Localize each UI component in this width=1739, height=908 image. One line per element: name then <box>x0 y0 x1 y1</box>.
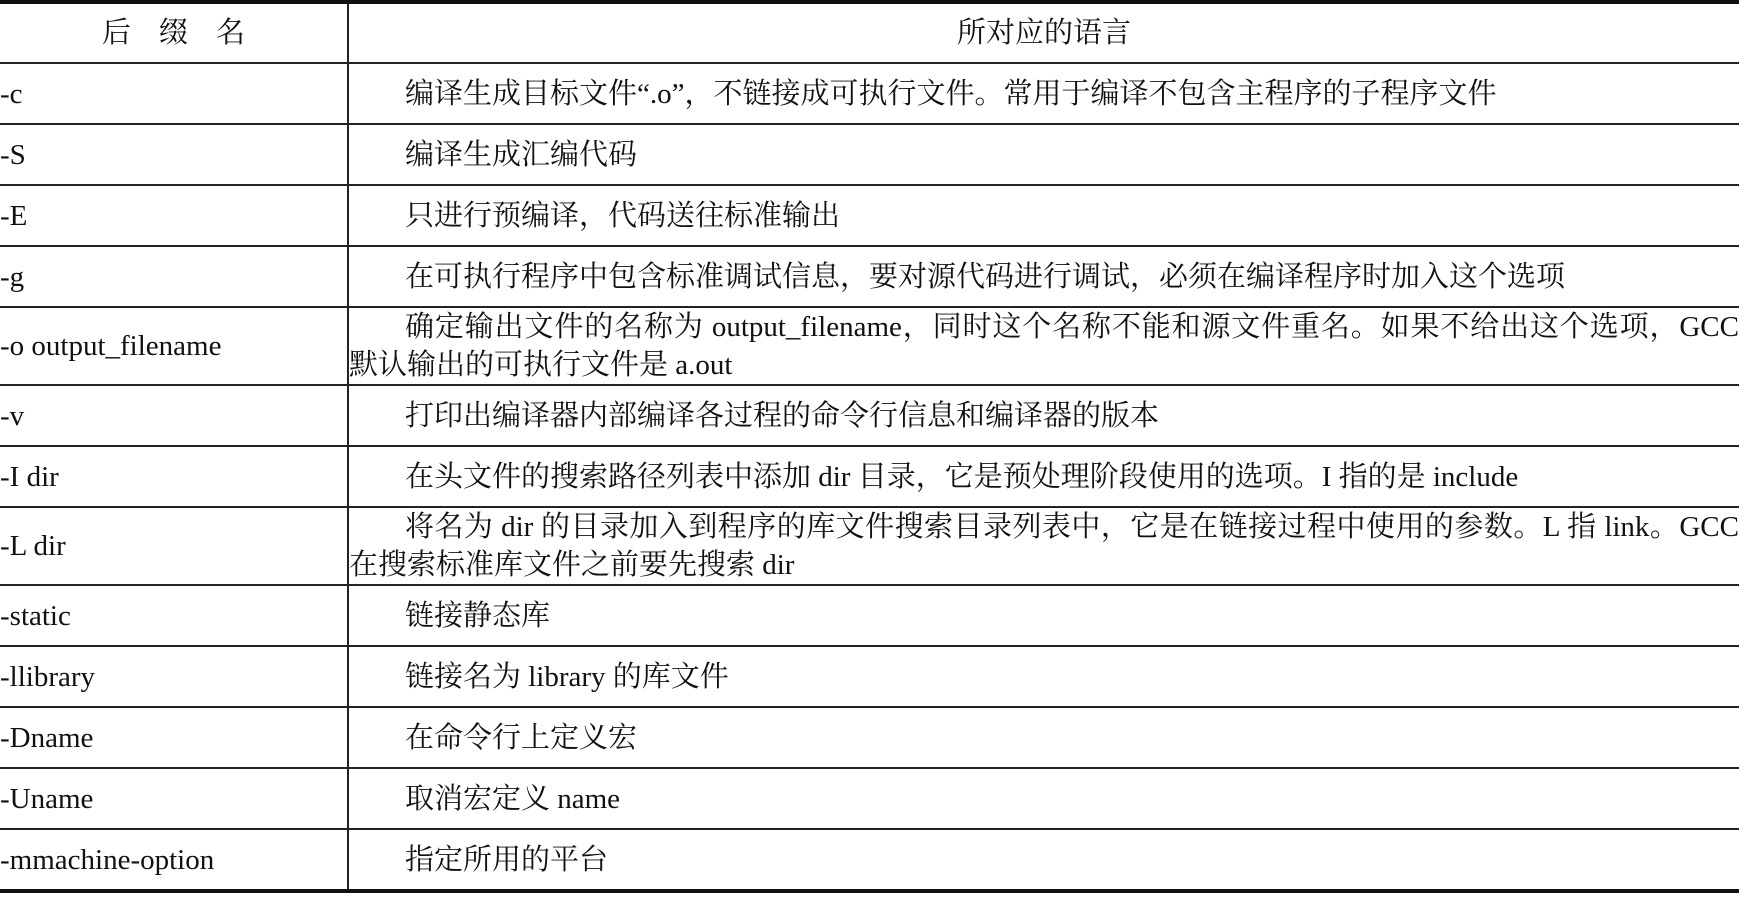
table-row <box>0 185 1739 246</box>
table-row <box>0 829 1739 891</box>
option-cell: -c <box>0 63 348 124</box>
table-row <box>0 124 1739 185</box>
table-row <box>0 246 1739 307</box>
option-cell: -I dir <box>0 446 348 507</box>
description-cell: 在命令行上定义宏 <box>348 707 1739 768</box>
description-cell: 确定输出文件的名称为 output_filename，同时这个名称不能和源文件重名。如果不给出这个选项，GCC 默认输出的可执行文件是 a.out <box>348 307 1739 385</box>
description-cell: 取消宏定义 name <box>348 768 1739 829</box>
description-cell: 在头文件的搜索路径列表中添加 dir 目录，它是预处理阶段使用的选项。I 指的是 include <box>348 446 1739 507</box>
option-cell: -E <box>0 185 348 246</box>
table-row <box>0 646 1739 707</box>
table-row <box>0 63 1739 124</box>
option-cell: -Uname <box>0 768 348 829</box>
table-row <box>0 385 1739 446</box>
table-header-row <box>0 2 1739 63</box>
table-body <box>0 63 1739 891</box>
description-cell: 链接名为 library 的库文件 <box>348 646 1739 707</box>
option-cell: -llibrary <box>0 646 348 707</box>
table-row <box>0 707 1739 768</box>
table-row <box>0 768 1739 829</box>
description-cell: 编译生成汇编代码 <box>348 124 1739 185</box>
option-cell: -Dname <box>0 707 348 768</box>
table-row <box>0 446 1739 507</box>
option-cell: -static <box>0 585 348 646</box>
option-cell: -S <box>0 124 348 185</box>
option-cell: -L dir <box>0 507 348 585</box>
option-cell: -o output_filename <box>0 307 348 385</box>
description-cell: 指定所用的平台 <box>348 829 1739 891</box>
table-row <box>0 585 1739 646</box>
description-cell: 在可执行程序中包含标准调试信息，要对源代码进行调试，必须在编译程序时加入这个选项 <box>348 246 1739 307</box>
description-cell: 编译生成目标文件“.o”，不链接成可执行文件。常用于编译不包含主程序的子程序文件 <box>348 63 1739 124</box>
option-cell: -v <box>0 385 348 446</box>
option-cell: -mmachine-option <box>0 829 348 891</box>
table-row <box>0 307 1739 385</box>
description-cell: 打印出编译器内部编译各过程的命令行信息和编译器的版本 <box>348 385 1739 446</box>
description-cell: 只进行预编译，代码送往标准输出 <box>348 185 1739 246</box>
table-row <box>0 507 1739 585</box>
header-language: 所对应的语言 <box>348 2 1739 63</box>
header-suffix-name: 后缀名 <box>0 2 348 63</box>
description-cell: 将名为 dir 的目录加入到程序的库文件搜索目录列表中，它是在链接过程中使用的参数。L 指 link。GCC 在搜索标准库文件之前要先搜索 dir <box>348 507 1739 585</box>
option-cell: -g <box>0 246 348 307</box>
description-cell: 链接静态库 <box>348 585 1739 646</box>
